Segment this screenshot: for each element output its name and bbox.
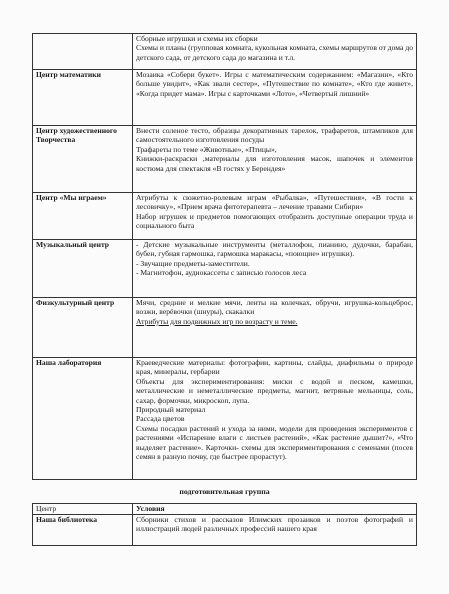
content-line: Мячи, средние и мелкие мячи, ленты на колечках, обручи, игрушка-кольцеброс, возжи, верёвочки (шнуры), скакалки (136, 298, 413, 317)
content-line: Объекты для экспериментирования: миски с водой и песком, камешки, металлические и неметаллические предметы, магнит, ветряные мельницы, соль, сахар, формочки, микроскоп, лупа. (136, 376, 413, 405)
row-content: Сборники стихов и рассказов Илимских прозаиков и поэтов фотографий и иллюстраций людей различных профессий нашего края (133, 514, 417, 545)
table-row (33, 298, 417, 358)
row-label: Музыкальный центр (33, 240, 133, 298)
content-line: Сборные игрушки и схемы их сборки (136, 34, 258, 43)
row-label: Наша библиотека (33, 514, 133, 545)
table-header-row (33, 504, 417, 515)
preparatory-group-table (32, 503, 417, 546)
centers-table (32, 33, 417, 480)
row-content (133, 298, 417, 358)
row-label: Центр «Мы играем» (33, 193, 133, 240)
content-line: Природный материал (136, 405, 206, 415)
row-label (33, 34, 133, 70)
content-line: Набор игрушек и предметов помогающих отобразить доступные операции труда и социального быта (136, 211, 413, 231)
content-line: Схемы и планы (групповая комната, кукольная комната, схемы маршрутов от дома до детского сада, от детского сада до магазина и т.л. (136, 43, 413, 62)
row-content (133, 193, 417, 240)
content-line: Рассада цветов (136, 414, 185, 424)
content-line: Атрибуты для подвижных игр по возрасту и теме. (136, 316, 298, 326)
row-label: Центр математики (33, 70, 133, 126)
row-label: Центр художественного Творчества (33, 126, 133, 193)
header-conditions: Условия (133, 504, 417, 515)
content-line: Краеведческие материалы: фотографии, картины, слайды, диафильмы о природе края, минералы, гербарии (136, 358, 413, 377)
table-row (33, 358, 417, 480)
table-row (33, 34, 417, 70)
table-row (33, 126, 417, 193)
content-line: Атрибуты к сюжетно-ролевым играм «Рыбалка», «Путешествия», «В гости к лесовичку», «Прием врача фитотерапевта – лечение травами Сибири» (136, 193, 413, 212)
row-content (133, 240, 417, 298)
table-row (33, 240, 417, 298)
content-line: Трафареты по теме «Животные», «Птицы», (136, 144, 277, 154)
row-content (133, 34, 417, 70)
content-line: - Детские музыкальные инструменты (металлофон, пианино, дудочки, барабан, бубен, губная гармошка, гармошка маракасы, «поющие» игрушки). (136, 240, 413, 259)
content-line: - Звучащие предметы-заместители. (136, 258, 250, 268)
content-line: Внести соленое тесто, образцы декоративных тарелок, трафаретов, штампиков для самостоятельного изготовления посуды (136, 126, 413, 145)
header-center: Центр (33, 504, 133, 515)
row-label: Наша лаборатория (33, 358, 133, 480)
content-line: Мозаика «Собери букет». Игры с математическим содержанием: «Магазин», «Кто больше увидит», «Как звали сестер», «Путешествие по комнате», «Кто где живет», «Когда придет мама». Игры с карточками «Лото», «Четвертый лишний» (136, 70, 413, 98)
row-label: Физкультурный центр (33, 298, 133, 358)
table-row (33, 514, 417, 545)
content-line: - Магнитофон, аудиокассеты с записью голосов леса (136, 268, 307, 278)
table-row (33, 70, 417, 126)
row-content (133, 358, 417, 480)
row-content (133, 70, 417, 126)
section-title: подготовительная группа (179, 487, 270, 496)
row-content (133, 126, 417, 193)
content-line: Схемы посадки растений и ухода за ними, модели для проведения экспериментов с растениями «Испарение влаги с листьев растений», «Как растение дышит?», «Что выделяет растение». Карточки- схемы для экспериментирования с семенами (посев семян в разную почву, где быстрее прорастут). (136, 423, 413, 462)
table-row (33, 193, 417, 240)
content-line: Книжки-раскраски ,материалы для изготовления масок, шапочек и элементов костюма для спектакля «В гостях у Берендея» (136, 154, 413, 173)
